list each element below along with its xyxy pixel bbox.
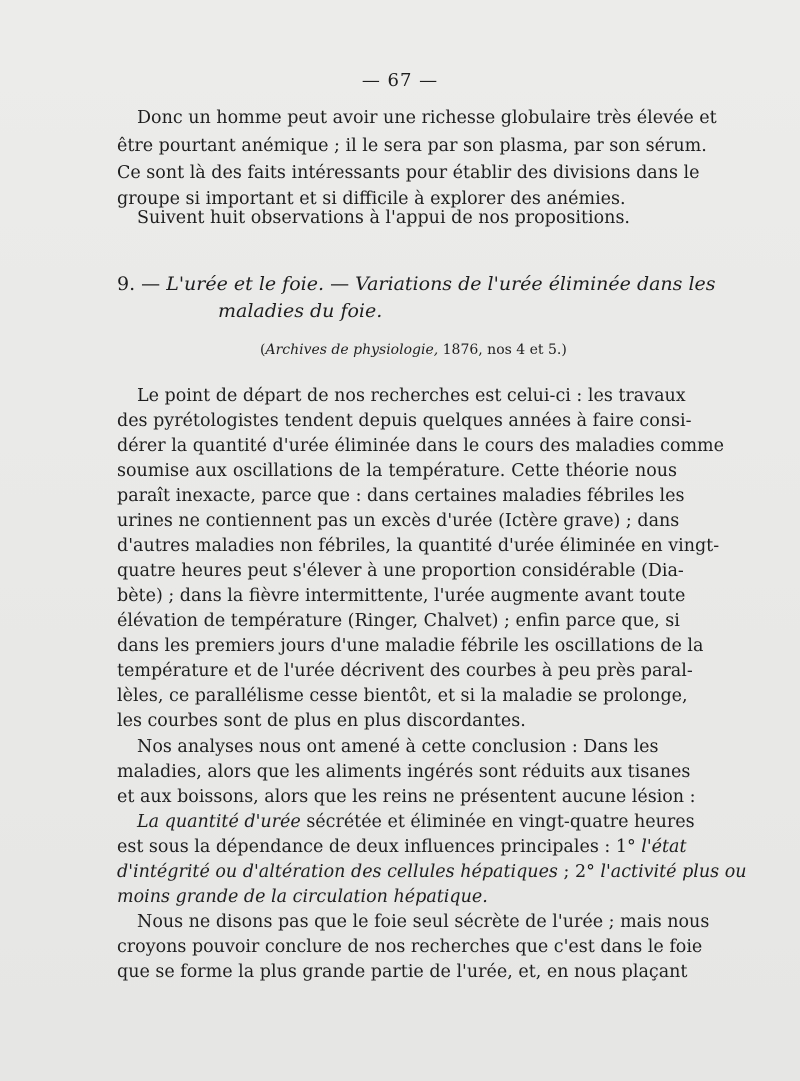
paragraph-line: paraît inexacte, parce que : dans certaines maladies fébriles les xyxy=(117,486,685,506)
section-number: 9. — xyxy=(117,273,167,295)
intro-line: Ce sont là des faits intéressants pour établir des divisions dans le xyxy=(117,163,700,183)
citation: (Archives de physiologie, 1876, nos 4 et 5.) xyxy=(260,342,567,358)
intro-line: groupe si important et si difficile à explorer des anémies. xyxy=(117,189,626,209)
paragraph-line: maladies, alors que les aliments ingérés sont réduits aux tisanes xyxy=(117,762,691,782)
conclusion-line: est sous la dépendance de deux influences principales : 1° l'état xyxy=(117,837,687,857)
paragraph-line: croyons pouvoir conclure de nos recherches que c'est dans le foie xyxy=(117,937,703,957)
paragraph-line: d'autres maladies non fébriles, la quantité d'urée éliminée en vingt- xyxy=(117,536,720,556)
citation-journal: Archives de physiologie, xyxy=(265,342,439,358)
paragraph-line: lèles, ce parallélisme cesse bientôt, et si la maladie se prolonge, xyxy=(117,686,688,706)
paragraph-line: des pyrétologistes tendent depuis quelques années à faire consi- xyxy=(117,411,692,431)
paragraph-line: que se forme la plus grande partie de l'urée, et, en nous plaçant xyxy=(117,962,688,982)
paragraph-line: dérer la quantité d'urée éliminée dans le cours des maladies comme xyxy=(117,436,724,456)
paragraph-line: quatre heures peut s'élever à une proportion considérable (Dia- xyxy=(117,561,684,581)
intro-line: Suivent huit observations à l'appui de nos propositions. xyxy=(137,208,630,228)
section-heading xyxy=(117,272,716,296)
intro-line: Donc un homme peut avoir une richesse globulaire très élevée et xyxy=(137,108,717,128)
page-number: — 67 — xyxy=(361,70,439,91)
section-subtitle-continued: maladies du foie. xyxy=(218,300,383,322)
paragraph-line: Nos analyses nous ont amené à cette conclusion : Dans les xyxy=(137,737,659,757)
paragraph-line: Nous ne disons pas que le foie seul sécrète de l'urée ; mais nous xyxy=(137,912,710,932)
conclusion-line: moins grande de la circulation hépatique. xyxy=(117,887,488,907)
paragraph-line: les courbes sont de plus en plus discordantes. xyxy=(117,711,526,731)
paragraph-line: bète) ; dans la fièvre intermittente, l'urée augmente avant toute xyxy=(117,586,686,606)
intro-line: être pourtant anémique ; il le sera par son plasma, par son sérum. xyxy=(117,136,707,156)
paragraph-line: élévation de température (Ringer, Chalvet) ; enfin parce que, si xyxy=(117,611,680,631)
paragraph-line: urines ne contiennent pas un excès d'urée (Ictère grave) ; dans xyxy=(117,511,680,531)
conclusion-line: d'intégrité ou d'altération des cellules hépatiques ; 2° l'activité plus ou xyxy=(117,862,747,882)
conclusion-line: La quantité d'urée sécrétée et éliminée en vingt-quatre heures xyxy=(137,812,695,832)
section-subtitle: Variations de l'urée éliminée dans les xyxy=(355,273,716,295)
paragraph-line: dans les premiers jours d'une maladie fébrile les oscillations de la xyxy=(117,636,704,656)
paragraph-line: et aux boissons, alors que les reins ne présentent aucune lésion : xyxy=(117,787,696,807)
paragraph-line: Le point de départ de nos recherches est celui-ci : les travaux xyxy=(137,386,686,406)
paragraph-line: température et de l'urée décrivent des courbes à peu près paral- xyxy=(117,661,693,681)
heading-separator: — xyxy=(324,273,356,295)
section-title: L'urée et le foie. xyxy=(166,273,325,295)
paragraph-line: soumise aux oscillations de la température. Cette théorie nous xyxy=(117,461,677,481)
